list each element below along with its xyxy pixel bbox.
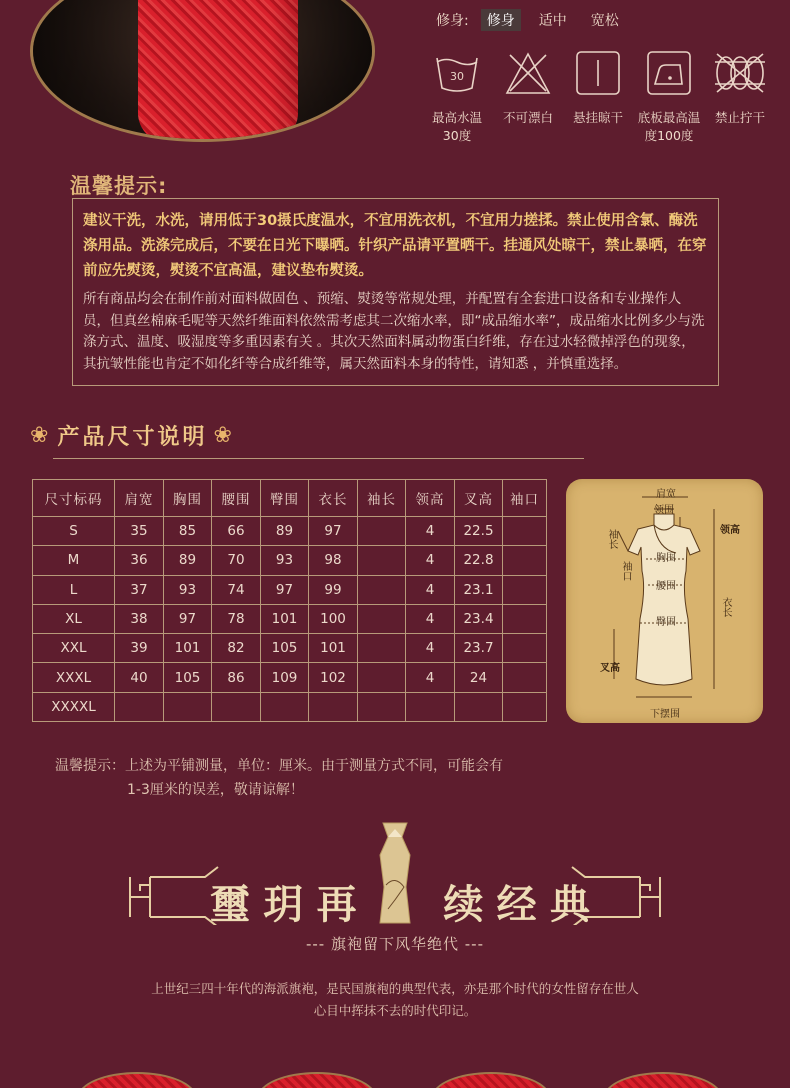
- table-cell: 100: [309, 604, 358, 633]
- table-cell: 36: [115, 546, 164, 575]
- svg-text:30: 30: [450, 70, 464, 83]
- label-cuff: 袖口: [620, 561, 631, 581]
- no-bleach-icon: [505, 50, 551, 96]
- label-shoulder: 肩宽: [656, 489, 676, 500]
- table-cell: [358, 604, 406, 633]
- label-sleeve: 袖长: [606, 529, 617, 549]
- table-cell: 78: [212, 604, 261, 633]
- table-cell: 97: [164, 604, 212, 633]
- size-code-cell: L: [33, 575, 115, 604]
- iron-low-icon: [646, 50, 692, 96]
- table-cell: 4: [406, 575, 455, 604]
- table-cell: [358, 634, 406, 663]
- table-cell: 102: [309, 663, 358, 692]
- table-cell: 66: [212, 517, 261, 546]
- table-row: [33, 663, 547, 692]
- banner-description: [0, 978, 790, 1022]
- tips-box: [72, 198, 719, 386]
- thumb-photo: [432, 1072, 550, 1088]
- table-cell: [503, 604, 547, 633]
- care-bleach-line1: 不可漂白: [502, 110, 553, 125]
- table-cell: 98: [309, 546, 358, 575]
- table-header-cell: 臀围: [261, 480, 309, 517]
- label-chest: 胸围: [656, 553, 676, 564]
- table-cell: 24: [455, 663, 503, 692]
- table-cell: [406, 692, 455, 721]
- table-cell: 4: [406, 517, 455, 546]
- size-code-cell: XXXXL: [33, 692, 115, 721]
- table-cell: [115, 692, 164, 721]
- fit-selector: [436, 9, 625, 31]
- table-cell: 22.5: [455, 517, 503, 546]
- table-cell: 105: [261, 634, 309, 663]
- measurement-diagram: [566, 479, 763, 723]
- table-cell: [503, 692, 547, 721]
- table-cell: [358, 663, 406, 692]
- no-wring-icon: [713, 50, 767, 96]
- thumb-photo: [258, 1072, 376, 1088]
- tips-title: 温馨提示:: [70, 174, 168, 198]
- care-item-hang: [562, 50, 634, 127]
- label-slit: 叉高: [600, 663, 620, 674]
- table-row: [33, 575, 547, 604]
- table-header-cell: 袖长: [358, 480, 406, 517]
- table-cell: 101: [309, 634, 358, 663]
- table-header-cell: 领高: [406, 480, 455, 517]
- label-length: 衣长: [720, 597, 731, 617]
- measure-note-2: 1-3厘米的误差，敬请谅解！: [127, 782, 304, 798]
- banner-char: 璽: [210, 881, 250, 928]
- care-item-wring: [704, 50, 776, 127]
- tips-shrink-text: 所有商品均会在制作前对面料做固色 、预缩、熨烫等常规处理，并配置有全套进口设备和专业操作人员，但真丝棉麻毛呢等天然纤维面料依然需考虑其二次缩水率，即“成品缩水率”，成品缩水比例多少与洗涤方式、温度、吸湿度等多重因素有关 。其次天然面料属动物蛋白纤维，存在过水轻微掉浮色的现象，其抗皱性能也肯定不如化纤等合成纤维等，属天然面料本身的特性，请知悉 ，并慎重选择。: [83, 291, 705, 372]
- table-cell: 70: [212, 546, 261, 575]
- table-header-cell: 尺寸标码: [33, 480, 115, 517]
- size-code-cell: M: [33, 546, 115, 575]
- banner-subtitle: --- 旗袍留下风华绝代 ---: [305, 935, 484, 953]
- table-cell: 101: [261, 604, 309, 633]
- thumb-photo: [604, 1072, 722, 1088]
- care-hang-line1: 悬挂晾干: [572, 110, 623, 125]
- banner-char: 续: [443, 881, 484, 928]
- table-cell: [358, 517, 406, 546]
- banner-char: 经: [496, 881, 537, 928]
- banner-char: 玥: [263, 881, 304, 928]
- table-cell: 99: [309, 575, 358, 604]
- banner-desc-line2: 心目中挥抹不去的时代印记。: [313, 1003, 477, 1018]
- table-cell: 23.4: [455, 604, 503, 633]
- care-wash-line1: 最高水温: [431, 110, 482, 125]
- care-item-iron: [633, 50, 705, 145]
- table-cell: [503, 634, 547, 663]
- table-row: [33, 546, 547, 575]
- table-cell: 4: [406, 604, 455, 633]
- care-iron-line1: 底板最高温: [637, 110, 701, 125]
- fit-label: 修身:: [436, 13, 469, 29]
- table-cell: [503, 517, 547, 546]
- table-header-cell: 胸围: [164, 480, 212, 517]
- table-row: [33, 634, 547, 663]
- label-neck: 领围: [654, 505, 674, 516]
- label-collar: 领高: [720, 525, 740, 536]
- table-cell: [503, 663, 547, 692]
- size-section-header: [24, 420, 241, 451]
- table-cell: 4: [406, 546, 455, 575]
- table-cell: 85: [164, 517, 212, 546]
- table-cell: 82: [212, 634, 261, 663]
- care-item-bleach: [492, 50, 564, 127]
- care-iron-line2: 度100度: [644, 128, 694, 143]
- measure-note: 温馨提示：上述为平铺测量，单位：厘米。由于测量方式不同，可能会有: [55, 758, 503, 774]
- fit-option-loose: 宽松: [590, 13, 619, 29]
- fit-option-regular: 适中: [538, 13, 567, 29]
- table-cell: [309, 692, 358, 721]
- table-cell: 105: [164, 663, 212, 692]
- table-cell: 23.1: [455, 575, 503, 604]
- table-cell: 4: [406, 663, 455, 692]
- table-cell: 22.8: [455, 546, 503, 575]
- label-hip: 臀围: [656, 617, 676, 628]
- table-cell: 97: [261, 575, 309, 604]
- label-hem: 下摆围: [650, 709, 680, 720]
- table-cell: [455, 692, 503, 721]
- table-row: [33, 517, 547, 546]
- table-row: [33, 604, 547, 633]
- table-cell: 38: [115, 604, 164, 633]
- hang-dry-icon: [575, 50, 621, 96]
- table-row: [33, 692, 547, 721]
- divider: [53, 458, 584, 459]
- wash-30-icon: [434, 50, 480, 96]
- table-cell: 89: [164, 546, 212, 575]
- table-cell: 101: [164, 634, 212, 663]
- thumb-photo: [78, 1072, 196, 1088]
- size-code-cell: S: [33, 517, 115, 546]
- table-cell: [164, 692, 212, 721]
- care-wring-line1: 禁止拧干: [714, 110, 765, 125]
- size-table: [32, 479, 547, 722]
- table-cell: [503, 575, 547, 604]
- table-cell: 86: [212, 663, 261, 692]
- size-section-title: 产品尺寸说明: [57, 425, 208, 450]
- table-cell: 109: [261, 663, 309, 692]
- table-cell: 89: [261, 517, 309, 546]
- label-waist: 腰围: [656, 581, 676, 592]
- banner-desc-line1: 上世纪三四十年代的海派旗袍，是民国旗袍的典型代表，亦是那个时代的女性留存在世人: [151, 981, 639, 996]
- table-header-cell: 肩宽: [115, 480, 164, 517]
- table-cell: 37: [115, 575, 164, 604]
- table-cell: [358, 546, 406, 575]
- size-code-cell: XL: [33, 604, 115, 633]
- banner-char: 典: [549, 881, 590, 928]
- banner-title: [210, 873, 590, 930]
- banner-char: 再: [316, 881, 357, 928]
- table-cell: 39: [115, 634, 164, 663]
- care-wash-line2: 30度: [442, 128, 472, 143]
- table-cell: [358, 692, 406, 721]
- product-photo: [30, 0, 375, 142]
- table-cell: [261, 692, 309, 721]
- care-item-wash: [421, 50, 493, 145]
- table-cell: 40: [115, 663, 164, 692]
- table-cell: 35: [115, 517, 164, 546]
- tips-care-text: 建议干洗，水洗，请用低于30摄氏度温水，不宜用洗衣机，不宜用力搓揉。禁止使用含氯、酶洗涤用品。洗涤完成后，不要在日光下曝晒。针织产品请平置晒干。挂通风处晾干，禁止暴晒，在穿前应先熨烫，熨烫不宜高温，建议垫布熨烫。: [83, 213, 707, 279]
- table-cell: [503, 546, 547, 575]
- table-cell: [358, 575, 406, 604]
- table-header-cell: 叉高: [455, 480, 503, 517]
- size-code-cell: XXL: [33, 634, 115, 663]
- table-cell: 23.7: [455, 634, 503, 663]
- table-header-cell: 衣长: [309, 480, 358, 517]
- table-header-cell: 腰围: [212, 480, 261, 517]
- table-header-row: [33, 480, 547, 517]
- swirl-right-icon: ❀: [213, 423, 235, 448]
- table-cell: 74: [212, 575, 261, 604]
- table-cell: 93: [164, 575, 212, 604]
- table-cell: [212, 692, 261, 721]
- size-code-cell: XXXL: [33, 663, 115, 692]
- table-cell: 93: [261, 546, 309, 575]
- fit-option-slim: 修身: [481, 9, 521, 31]
- table-cell: 4: [406, 634, 455, 663]
- table-cell: 97: [309, 517, 358, 546]
- table-header-cell: 袖口: [503, 480, 547, 517]
- swirl-left-icon: ❀: [30, 423, 52, 448]
